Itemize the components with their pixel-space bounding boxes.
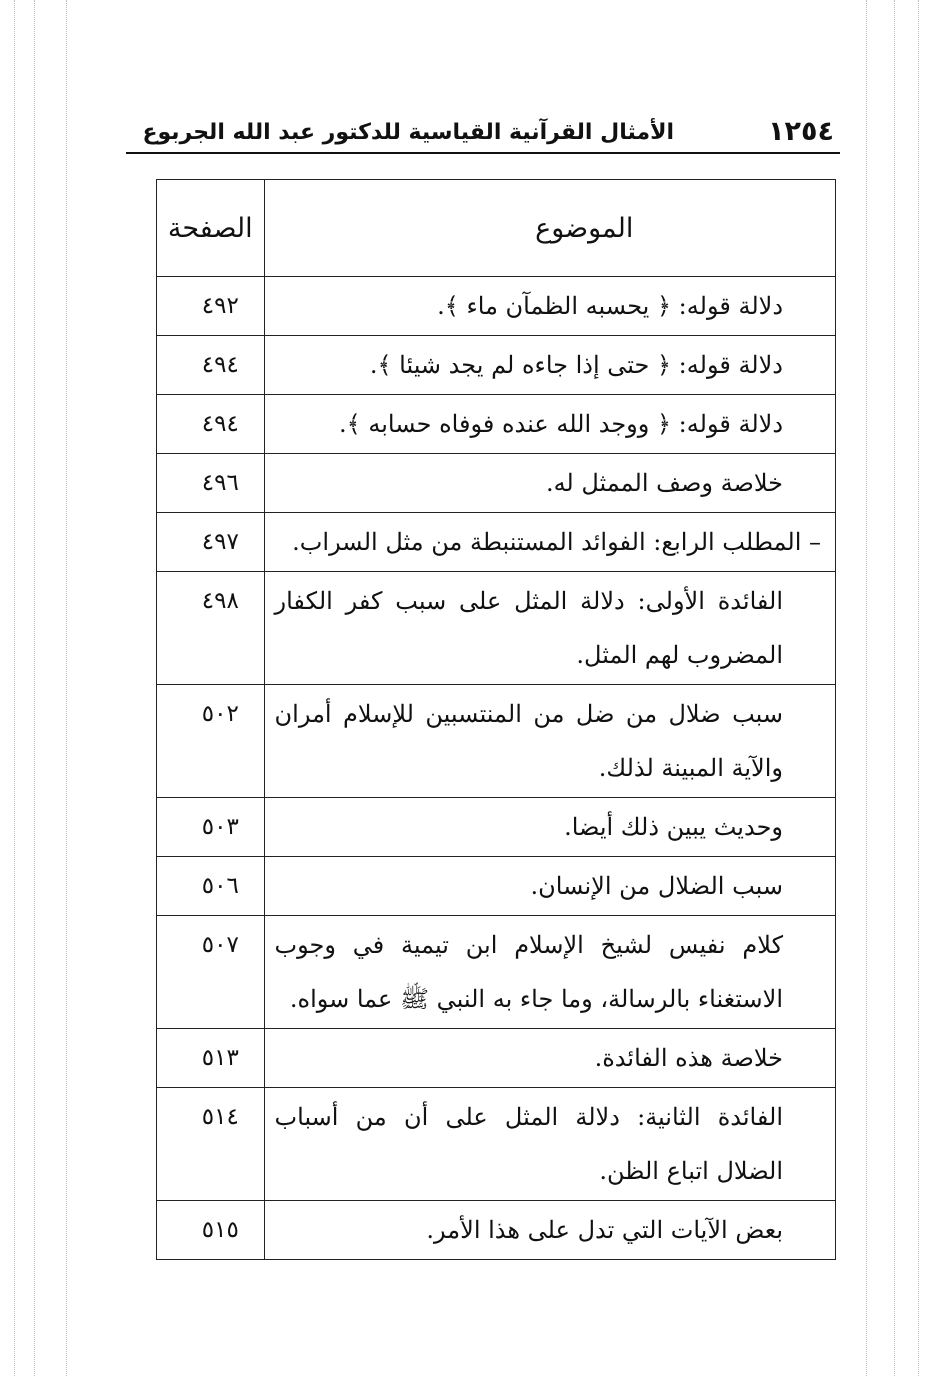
scan-guide-line bbox=[14, 0, 15, 1376]
contents-table bbox=[156, 179, 836, 1260]
topic-cell: الفائدة الثانية: دلالة المثل على أن من أسباب الضلال اتباع الظن. bbox=[264, 1088, 835, 1201]
page-cell: ٤٩٤ bbox=[157, 395, 265, 454]
table-row bbox=[157, 336, 836, 395]
scan-guide-line bbox=[894, 0, 895, 1376]
table-row bbox=[157, 857, 836, 916]
table-header-row bbox=[157, 180, 836, 277]
table-row bbox=[157, 1029, 836, 1088]
page-cell: ٥١٥ bbox=[157, 1201, 265, 1260]
page-cell: ٥٠٦ bbox=[157, 857, 265, 916]
topic-cell: سبب ضلال من ضل من المنتسبين للإسلام أمران والآية المبينة لذلك. bbox=[264, 685, 835, 798]
page-cell: ٥٠٧ bbox=[157, 916, 265, 1029]
page-cell: ٥١٤ bbox=[157, 1088, 265, 1201]
column-header-topic: الموضوع bbox=[264, 180, 835, 277]
topic-cell: خلاصة هذه الفائدة. bbox=[264, 1029, 835, 1088]
page-cell: ٥١٣ bbox=[157, 1029, 265, 1088]
page-number: ١٢٥٤ bbox=[768, 116, 834, 147]
page-cell: ٥٠٢ bbox=[157, 685, 265, 798]
page-cell: ٤٩٢ bbox=[157, 277, 265, 336]
page-header bbox=[126, 112, 840, 154]
table-row bbox=[157, 1088, 836, 1201]
page-cell: ٤٩٧ bbox=[157, 513, 265, 572]
table-row bbox=[157, 395, 836, 454]
page-cell: ٤٩٤ bbox=[157, 336, 265, 395]
table-row bbox=[157, 277, 836, 336]
topic-cell: الفائدة الأولى: دلالة المثل على سبب كفر الكفار المضروب لهم المثل. bbox=[264, 572, 835, 685]
scan-guide-line bbox=[34, 0, 35, 1376]
running-title: الأمثال القرآنية القياسية للدكتور عبد الله الجربوع bbox=[142, 120, 674, 145]
table-row bbox=[157, 685, 836, 798]
scan-guide-line bbox=[866, 0, 867, 1376]
topic-cell: سبب الضلال من الإنسان. bbox=[264, 857, 835, 916]
page-cell: ٤٩٦ bbox=[157, 454, 265, 513]
table-row bbox=[157, 798, 836, 857]
topic-cell: دلالة قوله: ﴿ حتى إذا جاءه لم يجد شيئا ﴾. bbox=[264, 336, 835, 395]
page-cell: ٥٠٣ bbox=[157, 798, 265, 857]
table-row bbox=[157, 1201, 836, 1260]
table-row bbox=[157, 916, 836, 1029]
topic-cell: وحديث يبين ذلك أيضا. bbox=[264, 798, 835, 857]
topic-cell: دلالة قوله: ﴿ ووجد الله عنده فوفاه حسابه ﴾. bbox=[264, 395, 835, 454]
page-cell: ٤٩٨ bbox=[157, 572, 265, 685]
table-row bbox=[157, 513, 836, 572]
column-header-page: الصفحة bbox=[157, 180, 265, 277]
topic-cell: بعض الآيات التي تدل على هذا الأمر. bbox=[264, 1201, 835, 1260]
table-row bbox=[157, 454, 836, 513]
topic-cell: كلام نفيس لشيخ الإسلام ابن تيمية في وجوب الاستغناء بالرسالة، وما جاء به النبي ﷺ عما سواه. bbox=[264, 916, 835, 1029]
scan-guide-line bbox=[66, 0, 67, 1376]
topic-cell: – المطلب الرابع: الفوائد المستنبطة من مثل السراب. bbox=[264, 513, 835, 572]
topic-cell: دلالة قوله: ﴿ يحسبه الظمآن ماء ﴾. bbox=[264, 277, 835, 336]
topic-cell: خلاصة وصف الممثل له. bbox=[264, 454, 835, 513]
table-row bbox=[157, 572, 836, 685]
scan-guide-line bbox=[918, 0, 919, 1376]
